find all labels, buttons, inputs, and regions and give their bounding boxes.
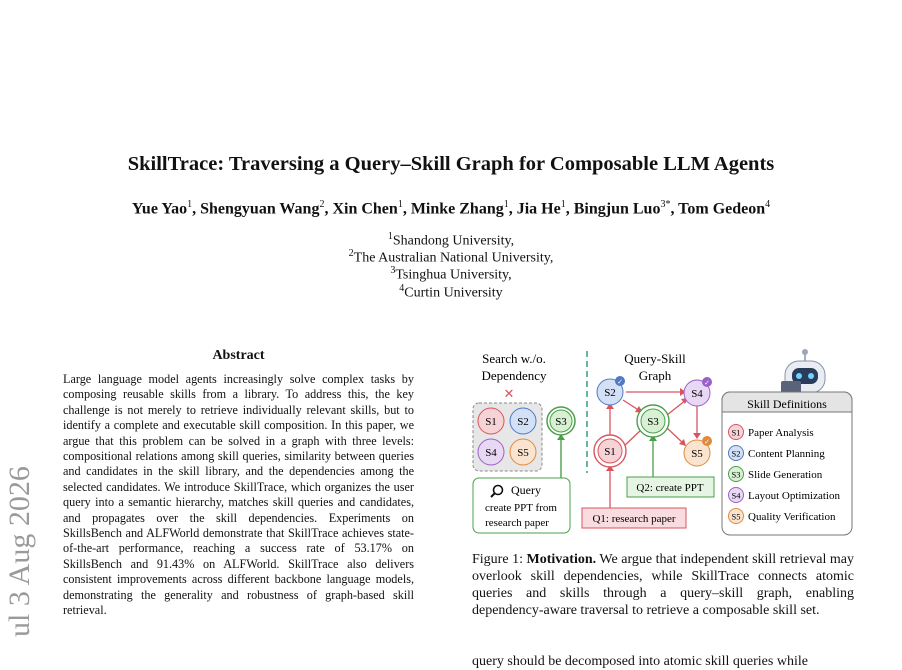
author-affiliation-mark: 1 (503, 199, 509, 210)
graph-node-s1-label: S1 (604, 446, 616, 458)
caption-bold: Motivation. (526, 552, 597, 567)
def-s2-label: Content Planning (748, 448, 825, 460)
box-node-s4-label: S4 (485, 447, 497, 459)
affiliation: $^2$The Australian National University, (348, 248, 554, 266)
box-node-s5-label: S5 (517, 447, 529, 459)
arrowhead (693, 433, 701, 439)
query-line1: create PPT from (485, 502, 557, 514)
def-s5-id: S5 (731, 511, 741, 522)
q1-label: Q1: research paper (592, 513, 676, 525)
author-affiliation-mark: 3* (660, 199, 671, 210)
skill-definitions-title: Skill Definitions (747, 397, 827, 411)
outside-node-s3-label: S3 (555, 416, 567, 428)
cross-icon: ✕ (503, 386, 515, 401)
left-title-line1: Search w./o. (482, 351, 546, 366)
abstract-text: Large language model agents increasingly solve complex tasks by composing reusable skills from a library. To address this, the key challenge is not merely to retrieve individually relevant skills, but to identify a complete and executable skill composition. In this paper, we argue that this problem can be solved in a graph with three levels: compositional relations among skill queries, similarity between queries and candidates in the skill library, and the dependencies among the selected candidates. We introduce SkillTrace, which organizes the user query into a semantic hierarchy, matches skill queries and candidates, and propagates over the skill dependencies. Experiments on SkillsBench and ALFWorld demonstrate that SkillTrace achieves state-of-the-art performance, reaching a success rate of 53.17% on SkillsBench and 91.43% on ALFWorld. SkillTrace also delivers consistent improvements across different backbone language models, demonstrating the generality and robustness of graph-based skill retrieval. (63, 372, 414, 618)
graph-node-s2-label: S2 (604, 387, 616, 399)
abstract-heading: Abstract (212, 348, 265, 363)
graph-node-s4-label: S4 (691, 388, 703, 400)
graph-node-s5-label: S5 (691, 448, 703, 460)
author-name: Bingjun Luo (573, 200, 661, 218)
figure-caption (472, 551, 854, 619)
check-icon: ✓ (617, 378, 623, 386)
graph-node-s3-label: S3 (647, 416, 659, 428)
author-name: Xin Chen (332, 200, 398, 218)
edge-s3-s4 (667, 400, 686, 415)
def-s5-label: Quality Verification (748, 511, 836, 523)
author-name: Minke Zhang (410, 200, 504, 218)
author-name: Shengyuan Wang (200, 200, 320, 218)
author-name: Tom Gedeon (678, 200, 766, 218)
box-node-s1-label: S1 (485, 416, 497, 428)
def-s1-id: S1 (731, 427, 741, 438)
graph-title-line2: Graph (638, 368, 672, 383)
def-s3-id: S3 (731, 469, 741, 480)
author-name: Jia He (516, 200, 561, 218)
affiliation: $^1$Shandong University, (387, 231, 515, 249)
graph-title-line1: Query-Skill (624, 351, 686, 366)
affiliation: $^4$Curtin University (399, 283, 503, 301)
author-affiliation-mark: 2 (319, 199, 325, 210)
author-list: Yue Yao$^1$, Shengyuan Wang$^2$, Xin Chen$^1$, Minke Zhang$^1$, Jia He$^1$, Bingjun Luo$^{3*}$, Tom Gedeon$^4$ (131, 199, 771, 218)
caption-label: Figure 1: (472, 552, 523, 567)
robot-icon (777, 349, 825, 396)
caption-text: We argue that independent skill retrieval may overlook skill dependencies, while SkillTrace connects atomic queries and skills through a query–skill graph, enabling dependency-aware traversal to retrieve a composable skill set. (472, 552, 854, 618)
paper-title: SkillTrace: Traversing a Query–Skill Graph for Composable LLM Agents (127, 153, 775, 175)
query-line2: research paper (485, 517, 549, 529)
def-s2-id: S2 (731, 448, 741, 459)
arxiv-stamp: ul 3 Aug 2026 (3, 466, 36, 637)
author-affiliation-mark: 4 (765, 199, 771, 210)
author-affiliation-mark: 1 (187, 199, 193, 210)
check-icon: ✓ (704, 438, 710, 446)
def-s1-label: Paper Analysis (748, 427, 814, 439)
author-affiliation-mark: 1 (397, 199, 403, 210)
body-text-line: query should be decomposed into atomic skill queries while (472, 654, 808, 669)
left-title-line2: Dependency (481, 368, 547, 383)
q2-label: Q2: create PPT (636, 482, 704, 494)
box-node-s2-label: S2 (517, 416, 529, 428)
figure-motivation (465, 345, 857, 540)
def-s3-label: Slide Generation (748, 469, 823, 481)
query-label: Query (511, 483, 541, 497)
author-name: Yue Yao (131, 200, 188, 218)
def-s4-label: Layout Optimization (748, 490, 840, 502)
author-affiliation-mark: 1 (560, 199, 566, 210)
def-s4-id: S4 (731, 490, 741, 501)
check-icon: ✓ (704, 379, 710, 387)
affiliation: $^3$Tsinghua University, (390, 265, 512, 283)
